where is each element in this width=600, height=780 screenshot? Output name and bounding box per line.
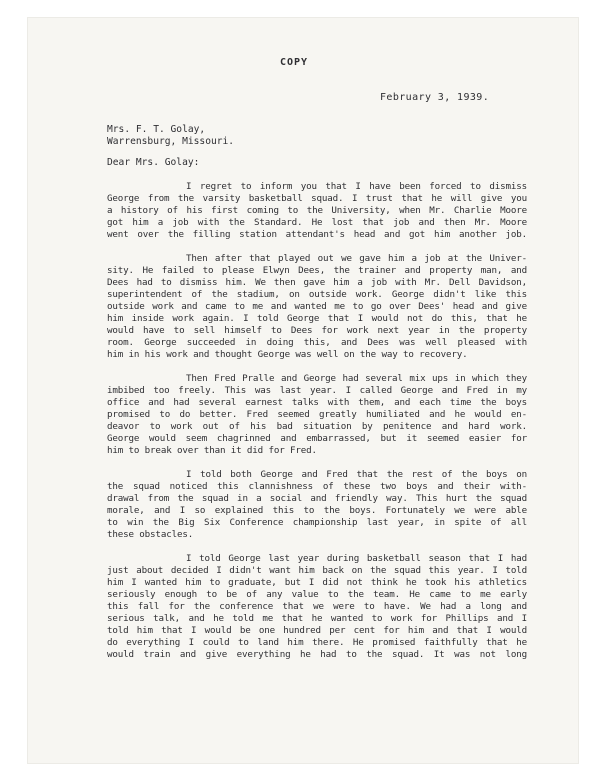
paragraph-line: office and had several earnest talks with them, and each time the boys (107, 397, 527, 408)
paragraph-line: deavor to work out of his bad situation by penitence and hard work. (107, 421, 527, 432)
paragraph-line: imbibed too freely. This was last year. I called George and Fred in my (107, 385, 527, 396)
paragraph-line: this fall for the conference that we were to have. We had a long and (107, 601, 527, 612)
recipient-name: Mrs. F. T. Golay, (107, 124, 206, 135)
paragraph-line: morale, and I so explained this to the boys. Fortunately we were able (107, 505, 527, 516)
paragraph-line: I regret to inform you that I have been forced to dismiss (186, 181, 527, 192)
paragraph-line: Then Fred Pralle and George had several mix ups in which they (186, 373, 527, 384)
paragraph-line: him inside work again. I told George that I would not do this, that he (107, 313, 527, 324)
paragraph-line: went over the filling station attendant's head and got him another job. (107, 229, 527, 240)
paragraph-line: do everything I could to land him there. He promised faithfully that he (107, 637, 527, 648)
paragraph-line: room. George succeeded in doing this, and Dees was well pleased with (107, 337, 527, 348)
paragraph-line: him in his work and thought George was well on the way to recovery. (107, 349, 468, 360)
paragraph-line: George from the varsity basketball squad. I trust that he will give you (107, 193, 527, 204)
paragraph-line: drawal from the squad in a social and friendly way. This hurt the squad (107, 493, 527, 504)
paragraph-line: a history of his first coming to the University, when Mr. Charlie Moore (107, 205, 527, 216)
paragraph-line: outside work and came to me and wanted me to go over Dees' head and give (107, 301, 527, 312)
paragraph-line: serious talk, and he told me that he wanted to work for Phillips and I (107, 613, 527, 624)
paragraph-line: Dees had to dismiss him. We then gave him a job with Mr. Dell Davidson, (107, 277, 527, 288)
paragraph-line: I told both George and Fred that the rest of the boys on (186, 469, 527, 480)
paragraph-line: promised to do better. Fred seemed greatly humiliated and he would en- (107, 409, 527, 420)
paragraph-line: him I wanted him to graduate, but I did not think he took his athletics (107, 577, 527, 588)
recipient-address: Warrensburg, Missouri. (107, 136, 235, 147)
paragraph-line: just about decided I didn't want him back on the squad this year. I told (107, 565, 527, 576)
paragraph-line: would have to sell himself to Dees for work next year in the property (107, 325, 527, 336)
paragraph-line: told him that I would be one hundred per cent for him and that I would (107, 625, 527, 636)
salutation: Dear Mrs. Golay: (107, 157, 200, 168)
paragraph-line: got him a job with the Standard. He lost that job and then Mr. Moore (107, 217, 527, 228)
letter-date: February 3, 1939. (380, 92, 490, 103)
paragraph-line: to win the Big Six Conference championship last year, in spite of all (107, 517, 527, 528)
paragraph-line: sity. He failed to please Elwyn Dees, the trainer and property man, and (107, 265, 527, 276)
paragraph-line: him to break over than it did for Fred. (107, 445, 317, 456)
paragraph-line: George would seem chagrinned and embarrassed, but it seemed easier for (107, 433, 527, 444)
paragraph-line: these obstacles. (107, 529, 194, 540)
paragraph-line: Then after that played out we gave him a job at the Univer- (186, 253, 527, 264)
paragraph-line: seriously enough to be of any value to the team. He came to me early (107, 589, 527, 600)
paragraph-line: superintendent of the stadium, on outside work. George didn't like this (107, 289, 527, 300)
paragraph-line: I told George last year during basketball season that I had (186, 553, 527, 564)
paragraph-line: would train and give everything he had to the squad. It was not long (107, 649, 527, 660)
copy-mark: COPY (280, 57, 309, 68)
paragraph-line: the squad noticed this clannishness of these two boys and their with- (107, 481, 527, 492)
